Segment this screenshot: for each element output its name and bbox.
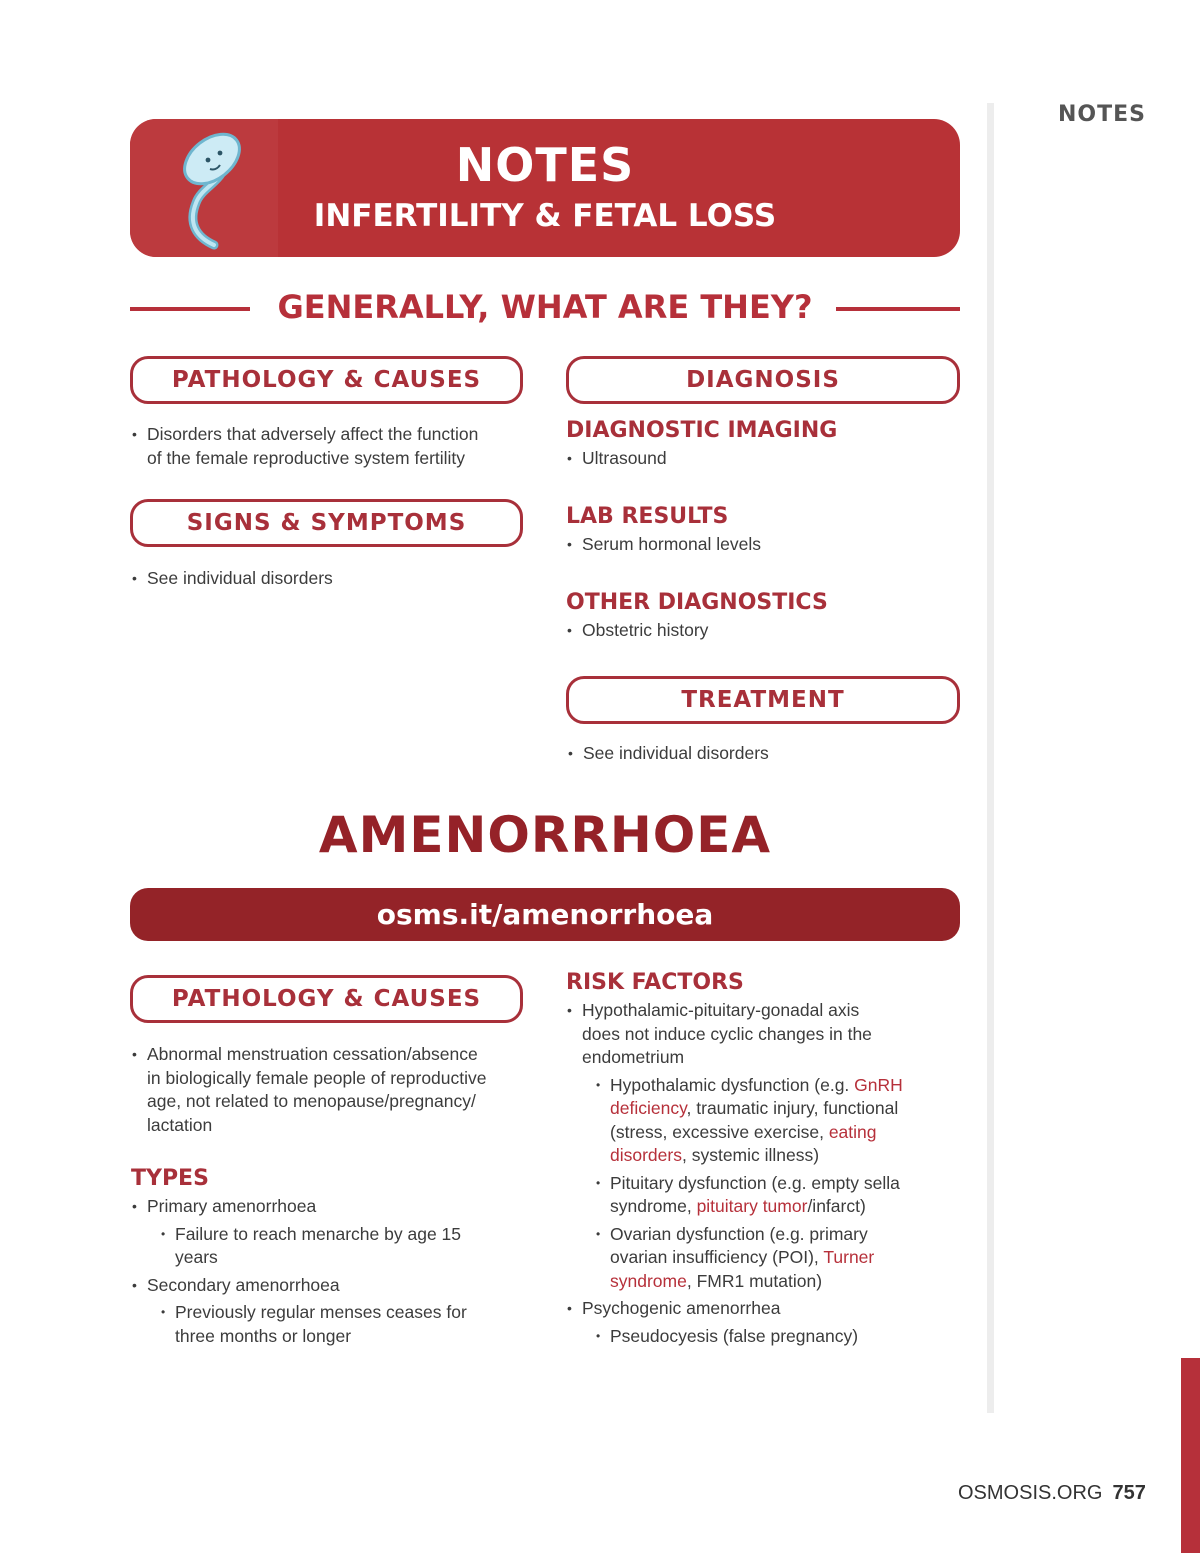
eating-disorders-link[interactable]: eating disorders (610, 1121, 877, 1165)
diagnosis-label: DIAGNOSIS (566, 356, 960, 404)
list-item: • Hypothalamic dysfunction (e.g. GnRH deficiency, traumatic injury, functional (stress, excessive exercise, eating disorders, systemic illness) (566, 1074, 961, 1168)
amenorrhoea-pathology-label: PATHOLOGY & CAUSES (130, 975, 523, 1023)
turner-syndrome-link[interactable]: Turner syndrome (610, 1247, 875, 1291)
diagnostic-imaging-heading: DIAGNOSTIC IMAGING (566, 418, 838, 443)
treatment-text: • See individual disorders (567, 742, 957, 766)
header-title: NOTES (455, 138, 635, 192)
general-signs-text: • See individual disorders (131, 567, 531, 591)
list-item: • Pseudocyesis (false pregnancy) (566, 1325, 961, 1349)
section-heading: GENERALLY, WHAT ARE THEY? (277, 288, 813, 326)
header-icon-panel (130, 119, 278, 257)
other-diagnostics-heading: OTHER DIAGNOSTICS (566, 590, 828, 615)
risk-factors-section (566, 970, 961, 1348)
divider-left (130, 307, 250, 311)
diagnosis-content (566, 418, 956, 471)
lab-results-heading: LAB RESULTS (566, 504, 729, 529)
list-item: • Hypothalamic-pituitary-gonadal axis does not induce cyclic changes in the endometrium (566, 999, 961, 1070)
list-item: • Ovarian dysfunction (e.g. primary ovarian insufficiency (POI), Turner syndrome, FMR1 mutation) (566, 1223, 961, 1294)
divider-right (836, 307, 960, 311)
other-diagnostics-item: • Obstetric history (566, 619, 956, 643)
header-subtitle: INFERTILITY & FETAL LOSS (313, 198, 777, 234)
lab-results-item: • Serum hormonal levels (566, 533, 956, 557)
types-heading: TYPES (131, 1166, 209, 1191)
page-edge-tab (1181, 1358, 1200, 1553)
list-item: • Secondary amenorrhoea (131, 1274, 531, 1298)
diagnostic-imaging-item: • Ultrasound (566, 447, 956, 471)
page-footer (958, 1482, 1146, 1505)
types-section (131, 1166, 531, 1348)
list-item: • Primary amenorrhoea (131, 1195, 531, 1219)
list-item: • Pituitary dysfunction (e.g. empty sella syndrome, pituitary tumor/infarct) (566, 1172, 961, 1219)
amenorrhoea-title: AMENORRHOEA (318, 806, 772, 864)
amenorrhoea-pathology-text: • Abnormal menstruation cessation/absence in biologically female people of reproductive age, not related to menopause/pregnancy/ lactation (131, 1043, 531, 1137)
list-item: • Psychogenic amenorrhea (566, 1297, 961, 1321)
gnrh-deficiency-link[interactable]: GnRH deficiency (610, 1074, 903, 1118)
pituitary-tumor-link[interactable]: pituitary tumor (696, 1196, 808, 1216)
page-number: 757 (1112, 1482, 1146, 1504)
sperm-icon (130, 119, 278, 257)
lab-results (566, 504, 956, 557)
treatment-label: TREATMENT (566, 676, 960, 724)
other-diagnostics (566, 590, 956, 643)
list-item: • Failure to reach menarche by age 15 years (131, 1223, 531, 1270)
list-item: • Previously regular menses ceases for three months or longer (131, 1301, 531, 1348)
risk-factors-heading: RISK FACTORS (566, 970, 744, 995)
amenorrhoea-url-link[interactable]: osms.it/amenorrhoea (130, 888, 960, 941)
pathology-causes-label: PATHOLOGY & CAUSES (130, 356, 523, 404)
footer-site: OSMOSIS.ORG (958, 1482, 1103, 1504)
sidebar-notes-label: NOTES (1058, 102, 1146, 127)
signs-symptoms-label: SIGNS & SYMPTOMS (130, 499, 523, 547)
general-pathology-text: • Disorders that adversely affect the function of the female reproductive system fertility (131, 423, 531, 470)
margin-rule (987, 103, 994, 1413)
